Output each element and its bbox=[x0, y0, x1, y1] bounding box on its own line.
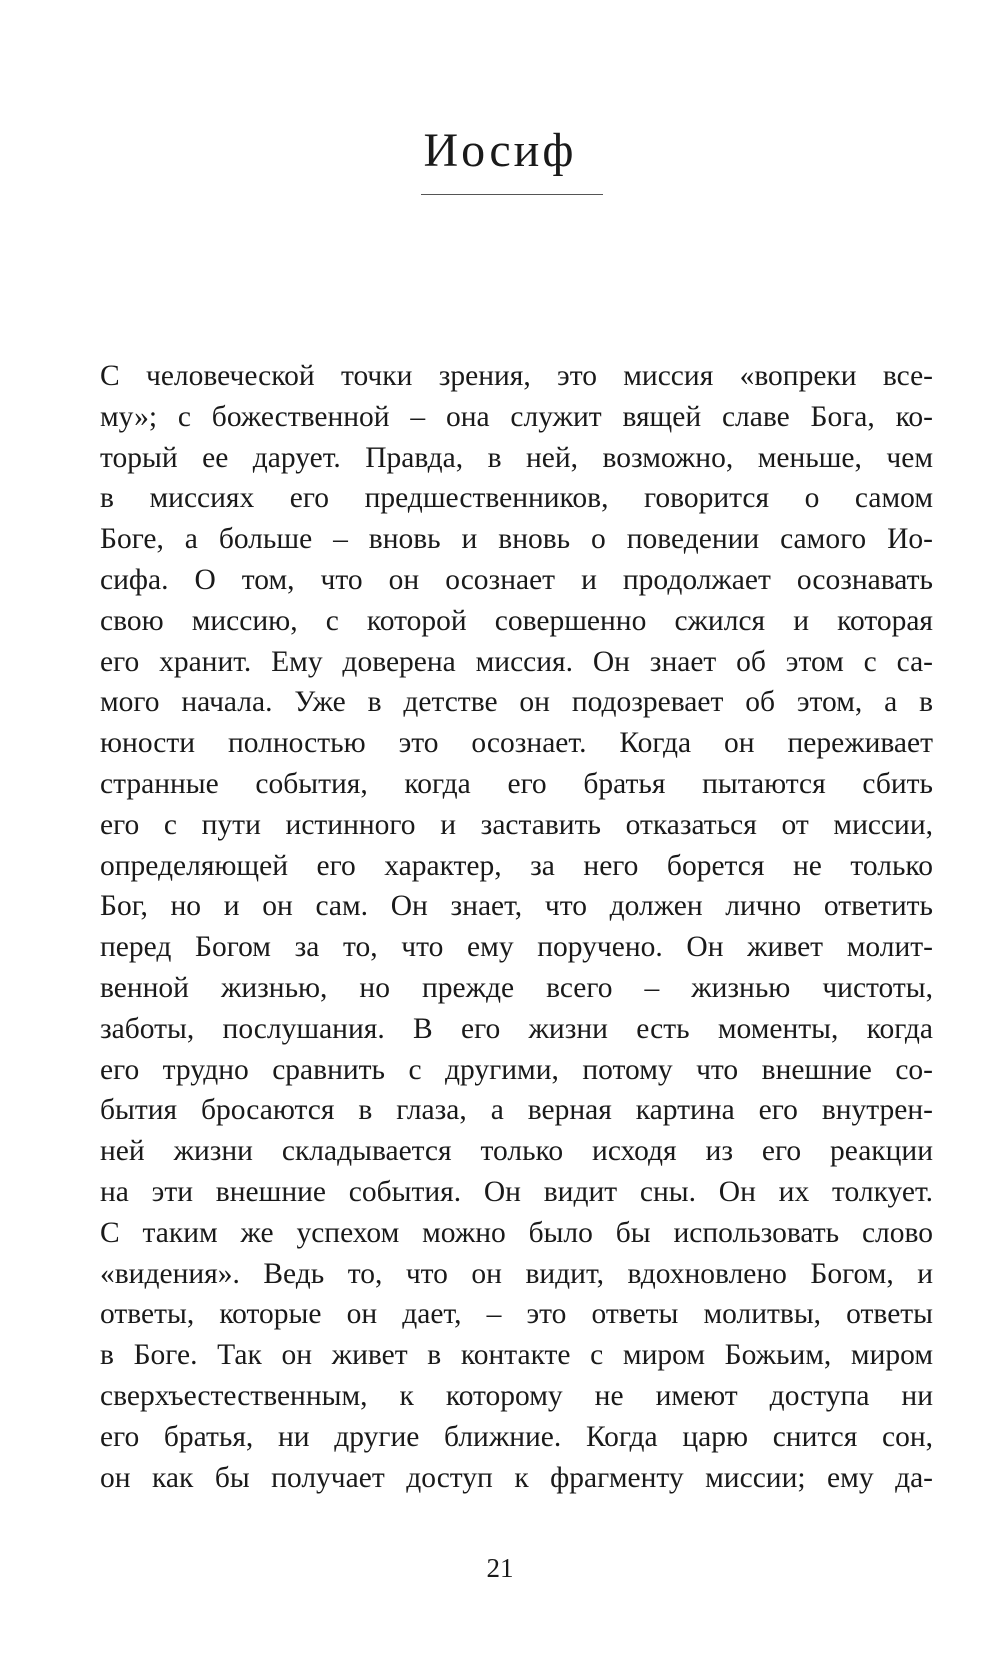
text-line: его трудно сравнить с другими, потому что внешние со- bbox=[100, 1053, 933, 1086]
text-line: «видения». Ведь то, что он видит, вдохновлено Богом, и bbox=[100, 1257, 933, 1290]
text-line: на эти внешние события. Он видит сны. Он их толкует. bbox=[100, 1175, 933, 1208]
chapter-title: Иосиф bbox=[423, 124, 577, 177]
text-line: он как бы получает доступ к фрагменту миссии; ему да- bbox=[100, 1461, 933, 1494]
text-line: юности полностью это осознает. Когда он переживает bbox=[100, 727, 933, 760]
text-line: в миссиях его предшественников, говорится о самом bbox=[100, 482, 933, 515]
text-line: заботы, послушания. В его жизни есть моменты, когда bbox=[100, 1012, 933, 1045]
text-line: странные события, когда его братья пытаются сбить bbox=[100, 767, 933, 800]
body-text bbox=[100, 356, 933, 1498]
text-line: мого начала. Уже в детстве он подозревает об этом, а в bbox=[100, 686, 933, 719]
text-line: в Боге. Так он живет в контакте с миром Божьим, миром bbox=[100, 1339, 933, 1372]
text-line: свою миссию, с которой совершенно сжился и которая bbox=[100, 604, 933, 637]
text-line: С таким же успехом можно было бы использовать слово bbox=[100, 1216, 933, 1249]
text-line: сифа. О том, что он осознает и продолжает осознавать bbox=[100, 563, 933, 596]
text-line: Боге, а больше – вновь и вновь о поведении самого Ио- bbox=[100, 523, 933, 556]
text-line: его с пути истинного и заставить отказаться от миссии, bbox=[100, 808, 933, 841]
text-line: ней жизни складывается только исходя из его реакции bbox=[100, 1135, 933, 1168]
text-line: перед Богом за то, что ему поручено. Он живет молит- bbox=[100, 931, 933, 964]
text-line: сверхъестественным, к которому не имеют доступа ни bbox=[100, 1379, 933, 1412]
text-line: его хранит. Ему доверена миссия. Он знает об этом с са- bbox=[100, 645, 933, 678]
text-line: определяющей его характер, за него борется не только bbox=[100, 849, 933, 882]
page-number: 21 bbox=[486, 1553, 514, 1583]
text-line: му»; с божественной – она служит вящей славе Бога, ко- bbox=[100, 400, 933, 433]
text-line: торый ее дарует. Правда, в ней, возможно, меньше, чем bbox=[100, 441, 933, 474]
title-underline bbox=[421, 194, 603, 195]
text-line: ответы, которые он дает, – это ответы молитвы, ответы bbox=[100, 1298, 933, 1331]
text-line: Бог, но и он сам. Он знает, что должен лично ответить bbox=[100, 890, 933, 923]
text-line: С человеческой точки зрения, это миссия «вопреки все- bbox=[100, 360, 933, 392]
text-line: бытия бросаются в глаза, а верная картина его внутрен- bbox=[100, 1094, 933, 1127]
text-line: его братья, ни другие ближние. Когда царю снится сон, bbox=[100, 1420, 933, 1453]
text-line: венной жизнью, но прежде всего – жизнью чистоты, bbox=[100, 971, 933, 1004]
